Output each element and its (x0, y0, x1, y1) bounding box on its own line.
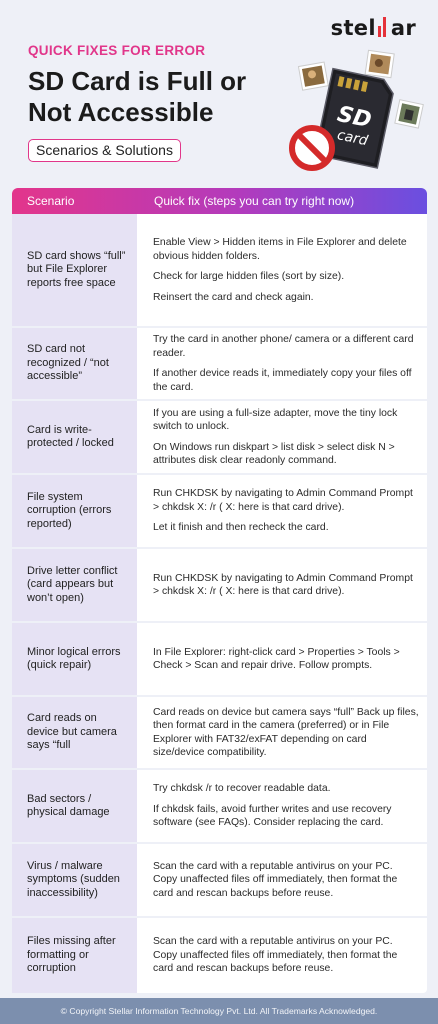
fix-step: Card reads on device but camera says “full” Back up files, then format card in the camera (preferred) or in File Explorer with FAT32/exFAT depending on card size/device compatibility. (153, 706, 419, 758)
column-header-quick-fix: Quick fix (steps you can try right now) (154, 194, 355, 208)
scenario-cell: Files missing after formatting or corruption (12, 918, 137, 993)
scenario-cell: SD card shows “full” but File Explorer reports free space (12, 214, 137, 326)
table-body (12, 214, 427, 993)
no-entry-icon (292, 128, 332, 168)
fix-step: Try the card in another phone/ camera or a different card reader. (153, 334, 414, 359)
fix-step: Run CHKDSK by navigating to Admin Command Prompt > chkdsk X: /r ( X: here is that card drive). (153, 572, 413, 597)
table-row (12, 549, 427, 623)
quick-fix-cell (137, 475, 427, 547)
table-row (12, 844, 427, 918)
quick-fix-cell (137, 697, 427, 768)
table-row (12, 401, 427, 475)
quick-fix-cell (137, 918, 427, 993)
photo-thumbnail-2 (365, 50, 394, 77)
quick-fix-cell (137, 770, 427, 842)
fix-step: In File Explorer: right-click card > Properties > Tools > Check > Scan and repair drive. Follow prompts. (153, 646, 400, 671)
quick-fix-cell (137, 328, 427, 399)
scenario-cell: Bad sectors / physical damage (12, 770, 137, 842)
table-row (12, 623, 427, 697)
fix-step: Try chkdsk /r to recover readable data. (153, 783, 331, 795)
scenario-cell: Card is write-protected / locked (12, 401, 137, 473)
quick-fix-cell (137, 623, 427, 695)
fix-step: Run CHKDSK by navigating to Admin Command Prompt > chkdsk X: /r ( X: here is that card drive). (153, 488, 413, 513)
table-row (12, 214, 427, 328)
table-row (12, 475, 427, 549)
sd-card-illustration (284, 44, 432, 174)
kicker-text: QUICK FIXES FOR ERROR (28, 43, 206, 58)
quick-fix-cell (137, 844, 427, 916)
subtitle-badge: Scenarios & Solutions (28, 139, 181, 162)
fix-step: Enable View > Hidden items in File Explorer and delete obvious hidden folders. (153, 237, 407, 262)
scenario-cell: File system corruption (errors reported) (12, 475, 137, 547)
table-row (12, 770, 427, 844)
table-row (12, 328, 427, 401)
scenario-cell: Card reads on device but camera says “full (12, 697, 137, 768)
table-row (12, 918, 427, 993)
fix-step: Let it finish and then recheck the card. (153, 522, 329, 534)
photo-thumbnail-1 (298, 62, 328, 90)
table-header (12, 188, 427, 214)
page-title: SD Card is Full or Not Accessible (28, 66, 247, 127)
fix-step: If chkdsk fails, avoid further writes and use recovery software (see FAQs). Consider replacing the card. (153, 803, 392, 829)
fix-step: Check for large hidden files (sort by size). (153, 271, 345, 282)
scenario-cell: SD card not recognized / “not accessible” (12, 328, 137, 399)
column-header-scenario: Scenario (27, 194, 75, 208)
scenario-cell: Virus / malware symptoms (sudden inaccessibility) (12, 844, 137, 916)
copyright-footer: © Copyright Stellar Information Technology Pvt. Ltd. All Trademarks Acknowledged. (0, 998, 438, 1024)
logo-text-left: stel (330, 16, 376, 40)
fix-step: If another device reads it, immediately copy your files off the card. (153, 368, 412, 393)
quick-fix-cell (137, 549, 427, 621)
card-label-sd: SD (335, 101, 374, 134)
scenario-cell: Minor logical errors (quick repair) (12, 623, 137, 695)
fix-step: Reinsert the card and check again. (153, 291, 314, 303)
quick-fix-table (12, 188, 427, 993)
stellar-logo[interactable] (331, 16, 416, 40)
scenario-cell: Drive letter conflict (card appears but won’t open) (12, 549, 137, 621)
logo-text-right: ar (390, 16, 416, 40)
photo-thumbnail-3 (395, 100, 423, 128)
quick-fix-cell (137, 401, 427, 473)
fix-step: Scan the card with a reputable antivirus on your PC. Copy unaffected files off immediately, then format the card and rescan backups before reuse. (153, 936, 398, 975)
fix-step: Scan the card with a reputable antivirus on your PC. Copy unaffected files off immediately, then format the card and rescan backups before reuse. (153, 860, 398, 899)
fix-step: If you are using a full-size adapter, move the tiny lock switch to unlock. (153, 407, 398, 432)
quick-fix-cell (137, 214, 427, 326)
logo-mark-icon (377, 17, 390, 37)
fix-step: On Windows run diskpart > list disk > select disk N > attributes disk clear readonly command. (153, 441, 395, 466)
card-label-card: card (335, 127, 370, 150)
table-row (12, 697, 427, 770)
